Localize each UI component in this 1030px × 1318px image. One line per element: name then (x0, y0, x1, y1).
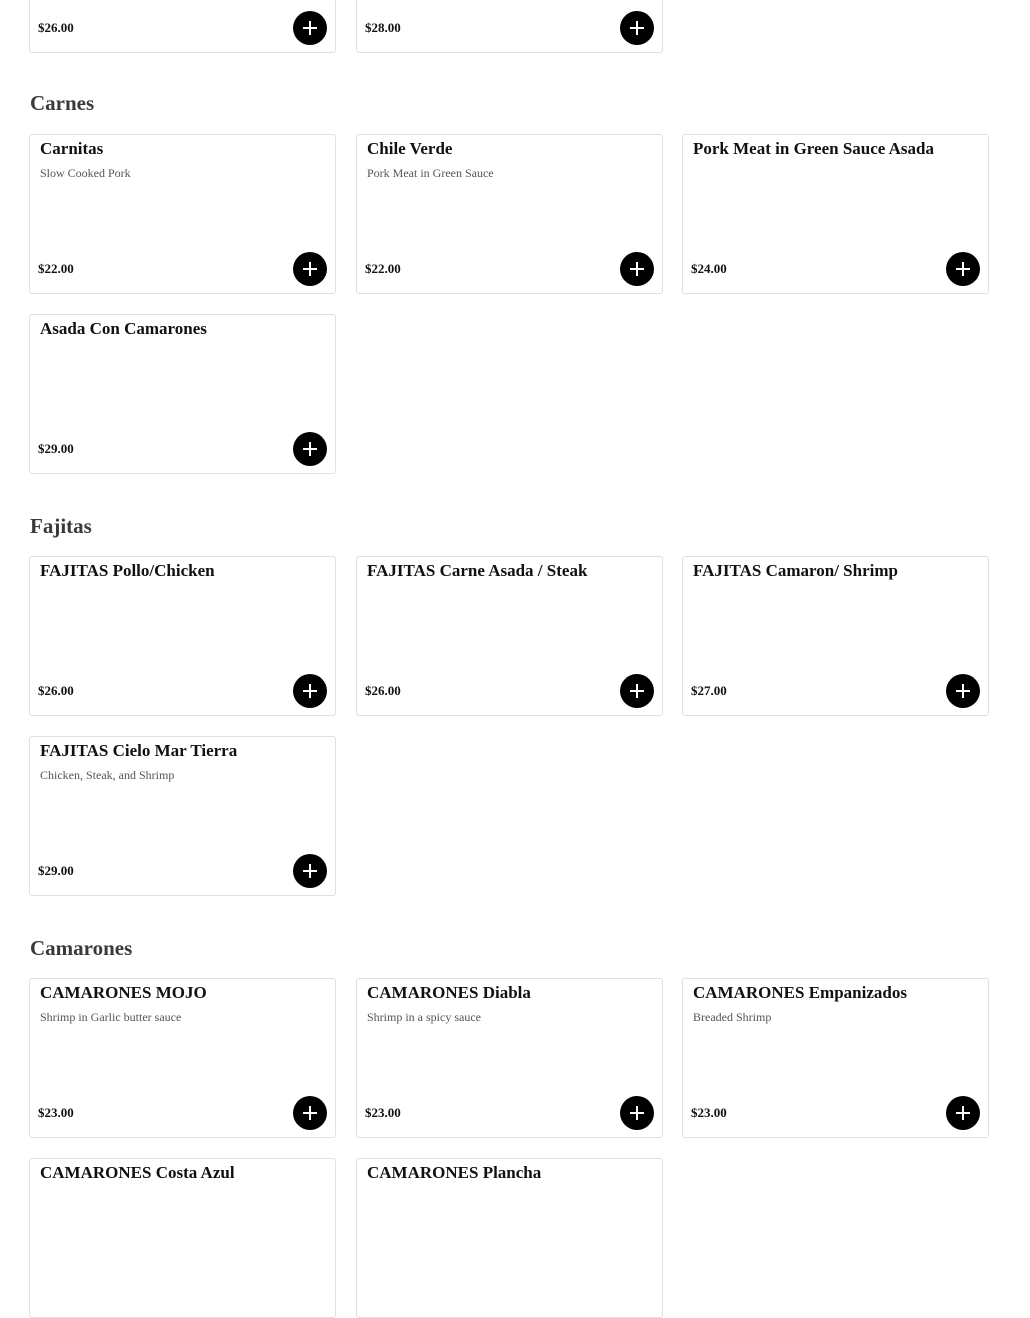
item-price: $27.00 (691, 683, 727, 698)
item-price: $23.00 (365, 1105, 401, 1120)
add-to-cart-button[interactable] (293, 1096, 327, 1130)
menu-item-card[interactable] (356, 0, 663, 53)
item-price: $26.00 (38, 20, 74, 35)
item-price: $22.00 (365, 261, 401, 276)
item-price: $22.00 (38, 261, 74, 276)
menu-item-card[interactable] (356, 1158, 663, 1318)
plus-icon (302, 20, 318, 36)
item-name: CAMARONES MOJO (40, 983, 207, 1002)
menu-item-card[interactable] (356, 134, 663, 294)
add-to-cart-button[interactable] (946, 252, 980, 286)
menu-item-card[interactable] (682, 556, 989, 716)
item-price: $26.00 (365, 683, 401, 698)
menu-item-card[interactable] (29, 134, 336, 294)
add-to-cart-button[interactable] (293, 432, 327, 466)
item-name: Pork Meat in Green Sauce Asada (693, 139, 934, 158)
menu-item-card[interactable] (682, 134, 989, 294)
item-price: $26.00 (38, 683, 74, 698)
add-to-cart-button[interactable] (620, 11, 654, 45)
section-title-fajitas: Fajitas (30, 514, 92, 538)
menu-item-card[interactable] (356, 978, 663, 1138)
add-to-cart-button[interactable] (293, 674, 327, 708)
item-description: Breaded Shrimp (693, 1010, 772, 1024)
item-price: $29.00 (38, 863, 74, 878)
plus-icon (955, 683, 971, 699)
item-name: CAMARONES Empanizados (693, 983, 907, 1002)
item-name: Asada Con Camarones (40, 319, 207, 338)
item-description: Pork Meat in Green Sauce (367, 166, 494, 180)
menu-item-card[interactable] (356, 556, 663, 716)
menu-item-card[interactable] (29, 1158, 336, 1318)
item-price: $24.00 (691, 261, 727, 276)
item-name: Chile Verde (367, 139, 453, 158)
plus-icon (302, 683, 318, 699)
plus-icon (629, 1105, 645, 1121)
menu-item-card[interactable] (29, 314, 336, 474)
add-to-cart-button[interactable] (293, 252, 327, 286)
menu-item-card[interactable] (29, 736, 336, 896)
item-name: CAMARONES Diabla (367, 983, 531, 1002)
menu-item-card[interactable] (29, 556, 336, 716)
item-name: FAJITAS Cielo Mar Tierra (40, 741, 238, 760)
item-name: CAMARONES Costa Azul (40, 1163, 235, 1182)
plus-icon (629, 683, 645, 699)
section-title-camarones: Camarones (30, 936, 133, 960)
item-name: CAMARONES Plancha (367, 1163, 542, 1182)
menu-item-card[interactable] (29, 0, 336, 53)
plus-icon (629, 20, 645, 36)
item-price: $23.00 (691, 1105, 727, 1120)
item-price: $29.00 (38, 441, 74, 456)
plus-icon (302, 441, 318, 457)
add-to-cart-button[interactable] (946, 674, 980, 708)
item-description: Shrimp in Garlic butter sauce (40, 1010, 182, 1024)
plus-icon (955, 261, 971, 277)
plus-icon (302, 863, 318, 879)
item-description: Shrimp in a spicy sauce (367, 1010, 481, 1024)
item-name: FAJITAS Camaron/ Shrimp (693, 561, 898, 580)
add-to-cart-button[interactable] (620, 674, 654, 708)
item-name: FAJITAS Pollo/Chicken (40, 561, 215, 580)
item-price: $23.00 (38, 1105, 74, 1120)
plus-icon (302, 1105, 318, 1121)
add-to-cart-button[interactable] (946, 1096, 980, 1130)
plus-icon (302, 261, 318, 277)
add-to-cart-button[interactable] (620, 252, 654, 286)
plus-icon (955, 1105, 971, 1121)
item-description: Slow Cooked Pork (40, 166, 131, 180)
item-name: FAJITAS Carne Asada / Steak (367, 561, 588, 580)
menu-item-card[interactable] (29, 978, 336, 1138)
add-to-cart-button[interactable] (293, 854, 327, 888)
add-to-cart-button[interactable] (620, 1096, 654, 1130)
item-price: $28.00 (365, 20, 401, 35)
section-title-carnes: Carnes (30, 91, 95, 115)
menu-item-card[interactable] (682, 978, 989, 1138)
add-to-cart-button[interactable] (293, 11, 327, 45)
item-description: Chicken, Steak, and Shrimp (40, 768, 175, 782)
item-name: Carnitas (40, 139, 104, 158)
plus-icon (629, 261, 645, 277)
